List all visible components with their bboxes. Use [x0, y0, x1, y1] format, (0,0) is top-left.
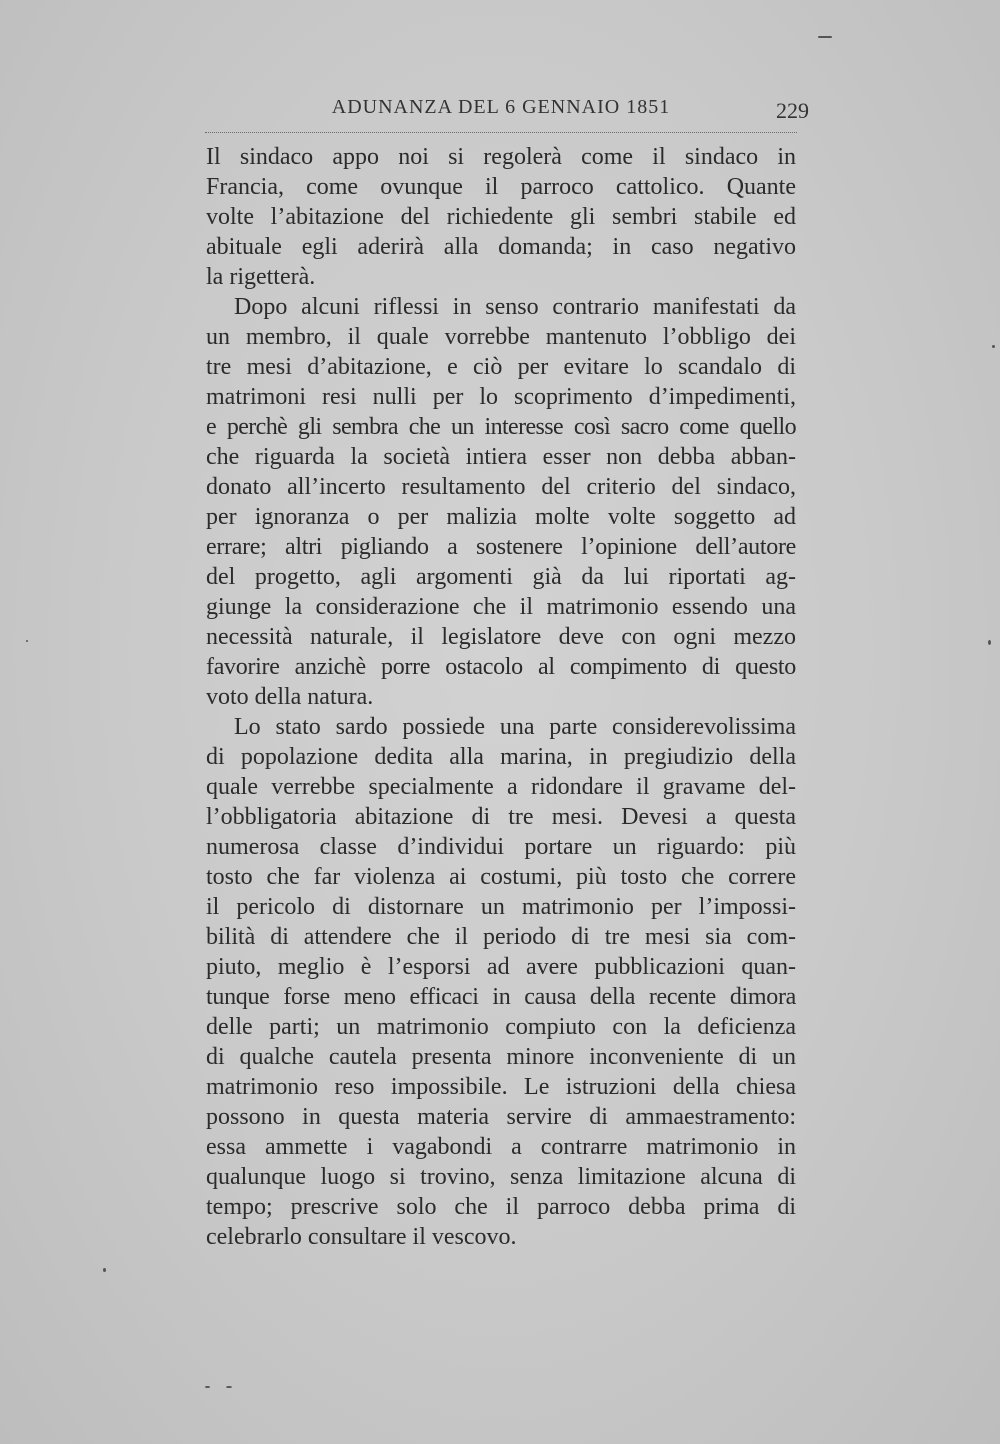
text-line: voto della natura. [206, 684, 374, 710]
text-line: un membro, il quale vorrebbe mantenuto l’obbligo dei [206, 324, 796, 350]
text-line: delle parti; un matrimonio compiuto con la deficienza [206, 1014, 796, 1040]
text-line: piuto, meglio è l’esporsi ad avere pubblicazioni quan- [206, 954, 796, 980]
text-line: Dopo alcuni riflessi in senso contrario manifestati da [234, 294, 796, 320]
text-line: che riguarda la società intiera esser non debba abban- [206, 444, 796, 470]
text-line: quale verrebbe specialmente a ridondare il gravame del- [206, 774, 796, 800]
text-line: il pericolo di distornare un matrimonio per l’impossi- [206, 894, 796, 920]
text-line: errare; altri pigliando a sostenere l’opinione dell’autore [206, 534, 796, 560]
text-line: favorire anzichè porre ostacolo al compimento di questo [206, 654, 796, 680]
text-line: abituale egli aderirà alla domanda; in caso negativo [206, 234, 796, 260]
paper-speck [26, 640, 28, 642]
running-title: ADUNANZA DEL 6 GENNAIO 1851 [331, 96, 671, 118]
text-line: matrimonio reso impossibile. Le istruzioni della chiesa [206, 1074, 796, 1100]
text-line: matrimoni resi nulli per lo scoprimento d’impedimenti, [206, 384, 796, 410]
text-line: tempo; prescrive solo che il parroco debba prima di [206, 1194, 796, 1220]
text-line: di qualche cautela presenta minore inconveniente di un [206, 1044, 796, 1070]
text-line: essa ammette i vagabondi a contrarre matrimonio in [206, 1134, 796, 1160]
page-header [205, 92, 809, 133]
text-line: bilità di attendere che il periodo di tre mesi sia com- [206, 924, 796, 950]
text-line: del progetto, agli argomenti già da lui riportati ag- [206, 564, 796, 590]
paper-speck [205, 1386, 210, 1388]
text-line: volte l’abitazione del richiedente gli sembri stabile ed [206, 204, 796, 230]
text-line: numerosa classe d’individui portare un riguardo: più [206, 834, 796, 860]
paper-speck [226, 1386, 232, 1388]
text-line: Francia, come ovunque il parroco cattolico. Quante [206, 174, 796, 200]
text-line: tre mesi d’abitazione, e ciò per evitare lo scandalo di [206, 354, 796, 380]
text-line: giunge la considerazione che il matrimonio essendo una [206, 594, 796, 620]
text-line: Il sindaco appo noi si regolerà come il sindaco in [206, 144, 796, 170]
body-text [206, 142, 796, 1252]
text-line: qualunque luogo si trovino, senza limitazione alcuna di [206, 1164, 796, 1190]
text-line: possono in questa materia servire di ammaestramento: [206, 1104, 796, 1130]
text-line: tosto che far violenza ai costumi, più tosto che correre [206, 864, 796, 890]
text-line: di popolazione dedita alla marina, in pregiudizio della [206, 744, 796, 770]
text-line: donato all’incerto resultamento del criterio del sindaco, [206, 474, 796, 500]
paper-speck [818, 36, 832, 38]
text-line: per ignoranza o per malizia molte volte soggetto ad [206, 504, 796, 530]
text-line: la rigetterà. [206, 264, 316, 290]
text-line: Lo stato sardo possiede una parte considerevolissima [234, 714, 796, 740]
text-line: l’obbligatoria abitazione di tre mesi. Devesi a questa [206, 804, 796, 830]
page-number: 229 [776, 98, 809, 123]
text-line: necessità naturale, il legislatore deve con ogni mezzo [206, 624, 796, 650]
paper-speck [103, 1268, 106, 1272]
text-line: celebrarlo consultare il vescovo. [206, 1224, 517, 1250]
paper-speck [988, 640, 991, 645]
text-line: tunque forse meno efficaci in causa della recente dimora [206, 984, 796, 1010]
text-line: e perchè gli sembra che un interesse così sacro come quello [206, 414, 796, 440]
paper-speck [992, 345, 995, 348]
